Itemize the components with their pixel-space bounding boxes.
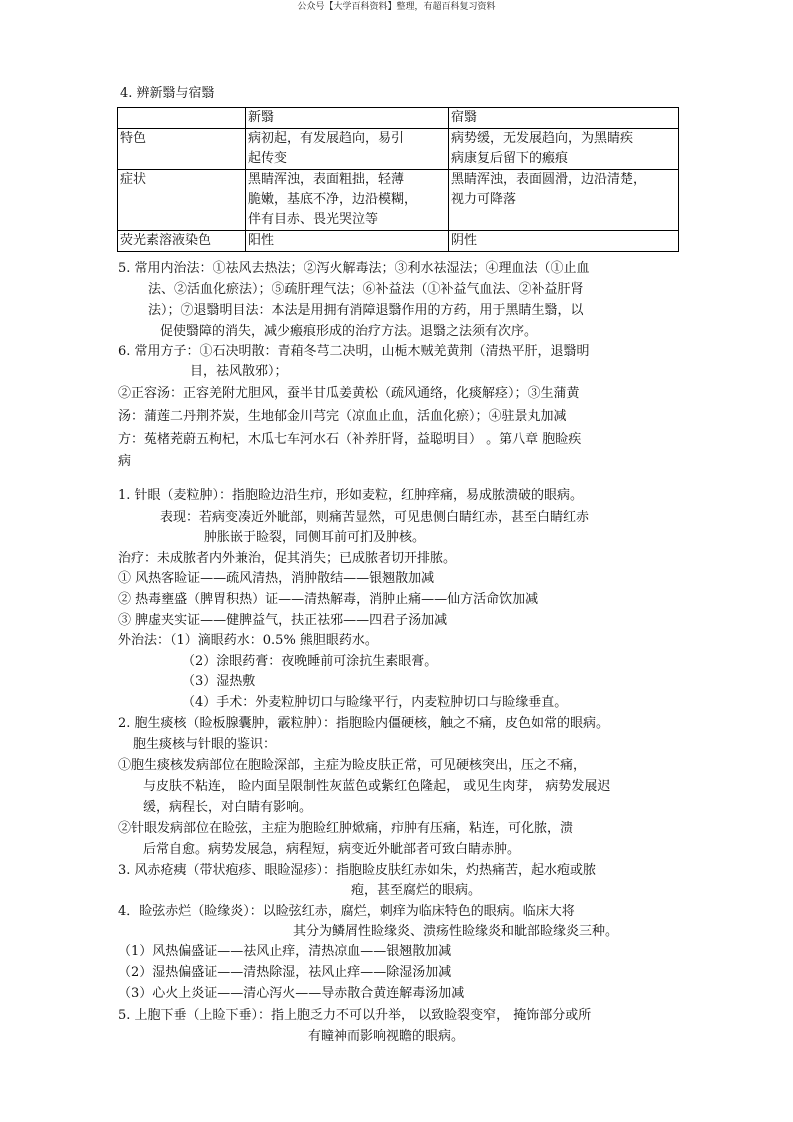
text-line: ② 热毒壅盛（脾胃积热）证——清热解毒，消肿止痛——仙方活命饮加减 — [118, 592, 539, 607]
text-line: 病 — [118, 454, 132, 469]
text-line: 法、②活血化瘀法）；⑤疏肝理气法；⑥补益法（①补益气血法、②补益肝肾 — [148, 282, 584, 297]
cell-line: 视力可降落 — [451, 192, 517, 207]
text-line: 1. 针眼（麦粒肿）：指胞睑边沿生疖，形如麦粒，红肿痒痛，易成脓溃破的眼病。 — [118, 488, 584, 503]
new-cell — [246, 129, 449, 170]
page-header: 公众号【大学百科资料】整理，有超百科复习资料 — [297, 2, 496, 12]
table-row — [118, 170, 679, 231]
row-label: 荧光素溶液染色 — [118, 231, 246, 252]
comparison-table — [117, 107, 679, 252]
text-line: ③ 脾虚夹实证——健脾益气，扶正祛邪——四君子汤加减 — [118, 613, 448, 628]
new-cell — [246, 231, 449, 252]
text-line: ②针眼发病部位在睑弦，主症为胞睑红肿焮痛，疖肿有压痛，粘连，可化脓，溃 — [118, 821, 574, 836]
cell-line: 病初起，有发展趋向，易引 — [248, 131, 405, 146]
text-line: （3）心火上炎证——清心泻火——导赤散合黄连解毒汤加减 — [118, 986, 465, 1001]
text-line: 汤：蒲莲二丹荆芥炭，生地郁金川芎完（凉血止血，活血化瘀）；④驻景丸加减 — [118, 409, 567, 424]
cell-line: 阳性 — [248, 233, 275, 248]
text-line: ① 风热客睑证——疏风清热，消肿散结——银翘散加减 — [118, 571, 435, 586]
text-line: 有瞳神而影响视瞻的眼病。 — [308, 1029, 465, 1044]
cell-line: 伴有目赤、畏光哭泣等 — [248, 212, 379, 227]
cell-line: 脆嫩，基底不净，边沿模糊， — [248, 192, 418, 207]
table-header-row — [118, 108, 679, 129]
text-line: 表现：若病变凑近外眦部，则痛苦显然，可见患侧白睛红赤，甚至白睛红赤 — [160, 510, 590, 525]
text-line: 方：菟楮茺蔚五枸杞，木瓜七车河水石（补养肝肾，益聪明目） 。第八章 胞睑疾 — [118, 432, 582, 447]
text-line: 2. 胞生痰核（睑板腺囊肿，霰粒肿）：指胞睑内僵硬核，触之不痛，皮色如常的眼病。 — [118, 716, 610, 731]
row-label: 特色 — [118, 129, 246, 170]
text-line: （2）涂眼药膏：夜晚睡前可涂抗生素眼膏。 — [182, 654, 438, 669]
cell-line: 黑睛浑浊，表面粗拙，轻薄 — [248, 172, 405, 187]
text-line: （4）手术：外麦粒肿切口与睑缘平行，内麦粒肿切口与睑缘垂直。 — [182, 695, 568, 710]
text-line: ②正容汤：正容羌附尤胆风，蚕半甘瓜姜黄松（疏风通络，化痰解痉）；③生蒲黄 — [118, 386, 580, 401]
text-line: 4．睑弦赤烂（睑缘炎）：以睑弦红赤，腐烂，刺痒为临床特色的眼病。临床大将 — [118, 904, 575, 919]
text-line: 后常自愈。病势发展急，病程短，病变近外眦部者可致白睛赤肿。 — [143, 842, 521, 857]
text-line: （2）湿热偏盛证——清热除湿，祛风止痒——除湿汤加减 — [118, 965, 452, 980]
text-line: 肿胀嵌于睑裂，同侧耳前可扪及肿核。 — [204, 530, 426, 545]
text-line: 胞生痰核与针眼的鉴识： — [133, 737, 277, 752]
old-cell — [449, 129, 679, 170]
cell-line: 阴性 — [451, 233, 478, 248]
text-line: 法）；⑦退翳明目法：本法是用拥有消障退翳作用的方药，用于黑睛生翳，以 — [148, 303, 584, 318]
cell-line: 病康复后留下的瘢痕 — [451, 151, 569, 166]
old-cell — [449, 231, 679, 252]
table-header-cell — [118, 108, 246, 129]
text-line: 缓，病程长，对白睛有影响。 — [143, 800, 313, 815]
table-row — [118, 231, 679, 252]
text-line: 5. 上胞下垂（上睑下垂）：指上胞乏力不可以升举， 以致睑裂变窄， 掩饰部分或所 — [118, 1008, 592, 1023]
text-line: ①胞生痰核发病部位在胞睑深部，主症为睑皮肤正常，可见硬核突出，压之不痛， — [118, 758, 587, 773]
new-cell — [246, 170, 449, 231]
text-line: 外治法：（1）滴眼药水：0.5% 熊胆眼药水。 — [118, 633, 378, 648]
text-line: 促使翳障的消失，减少瘢痕形成的治疗方法。退翳之法须有次序。 — [160, 324, 538, 339]
text-line: 与皮肤不粘连， 睑内面呈限制性灰蓝色或紫红色隆起， 或见生肉芽， 病势发展迟 — [143, 779, 611, 794]
cell-line: 起传变 — [248, 151, 288, 166]
text-line: （3）湿热敷 — [182, 674, 256, 689]
table-title: 4. 辨新翳与宿翳 — [120, 86, 215, 101]
cell-line: 病势缓，无发展趋向，为黑睛疾 — [451, 131, 634, 146]
table-header-cell: 宿翳 — [449, 108, 679, 129]
old-cell — [449, 170, 679, 231]
cell-line: 黑睛浑浊，表面圆滑，边沿清楚， — [451, 172, 647, 187]
text-line: 治疗：未成脓者内外兼治，促其消失；已成脓者切开排脓。 — [118, 551, 457, 566]
text-line: 疱，甚至腐烂的眼病。 — [351, 883, 482, 898]
text-line: 5. 常用内治法：①祛风去热法；②泻火解毒法；③利水祛湿法；④理血法（①止血 — [118, 261, 590, 276]
text-line: 3. 风赤疮痍（带状疱疹、眼睑湿疹）：指胞睑皮肤红赤如朱，灼热痛苦，起水疱或脓 — [118, 863, 597, 878]
table-header-cell: 新翳 — [246, 108, 449, 129]
text-line: 目，祛风散邪）； — [190, 364, 288, 379]
text-line: 6. 常用方子：①石决明散：青葙冬芎二决明，山栀木贼羌黄荆（清热平肝，退翳明 — [118, 344, 590, 359]
table-row — [118, 129, 679, 170]
text-line: 其分为鳞屑性睑缘炎、溃疡性睑缘炎和眦部睑缘炎三种。 — [293, 924, 619, 939]
row-label: 症状 — [118, 170, 246, 231]
text-line: （1）风热偏盛证——祛风止痒，清热凉血——银翘散加减 — [118, 944, 452, 959]
